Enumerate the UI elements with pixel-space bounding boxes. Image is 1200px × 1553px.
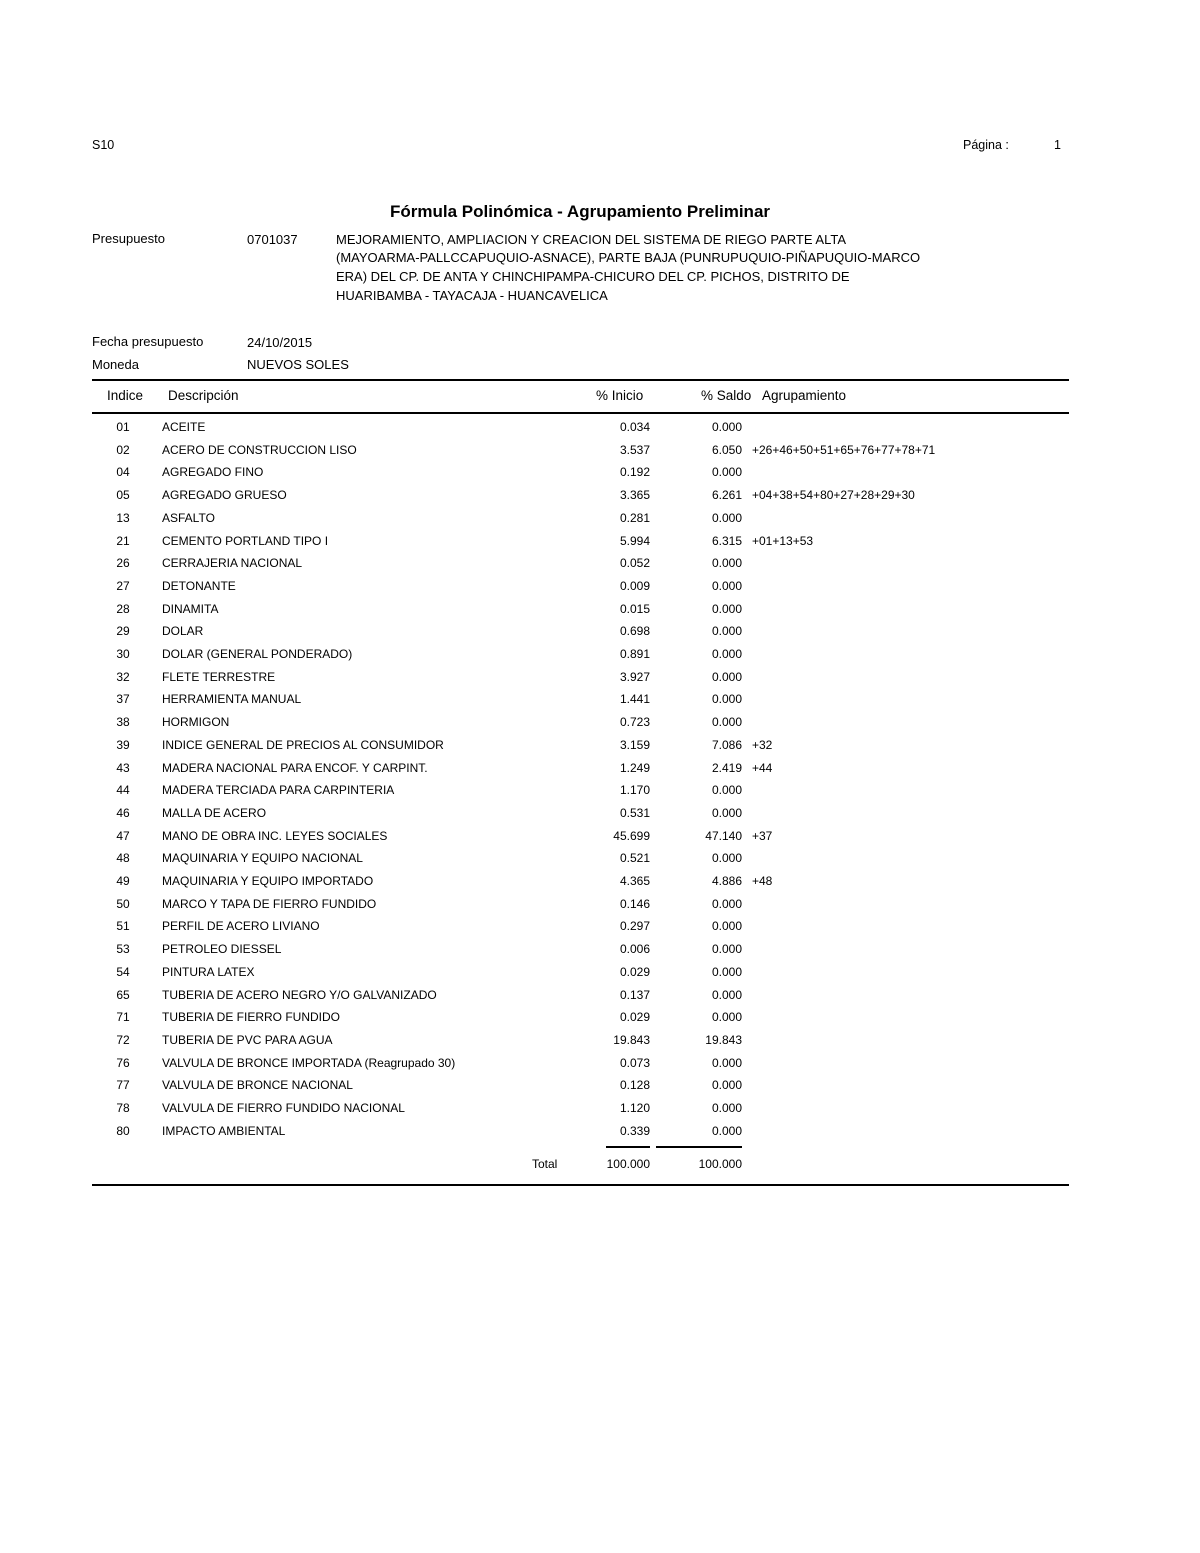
- row-index: 29: [116, 624, 130, 639]
- total-balance: 100.000: [698, 1157, 742, 1171]
- table-row: [0, 692, 1200, 714]
- row-description: PINTURA LATEX: [162, 964, 255, 979]
- total-row: [0, 1157, 1200, 1179]
- row-start-percent: 0.029: [619, 1010, 650, 1025]
- row-description: MALLA DE ACERO: [162, 805, 267, 820]
- row-balance-percent: 7.086: [711, 737, 742, 752]
- row-index: 37: [116, 692, 130, 707]
- row-index: 54: [116, 964, 130, 979]
- row-start-percent: 0.521: [619, 851, 650, 866]
- row-description: TUBERIA DE FIERRO FUNDIDO: [162, 1010, 341, 1025]
- page-label: Página :: [963, 138, 1009, 152]
- row-start-percent: 0.339: [619, 1123, 650, 1138]
- row-index: 80: [116, 1123, 130, 1138]
- table-row: [0, 488, 1200, 510]
- table-row: [0, 806, 1200, 828]
- row-description: FLETE TERRESTRE: [162, 669, 276, 684]
- row-index: 39: [116, 737, 130, 752]
- start-total-rule: [606, 1146, 650, 1148]
- row-balance-percent: 19.843: [705, 1032, 742, 1047]
- row-balance-percent: 0.000: [711, 1101, 742, 1115]
- row-balance-percent: 6.315: [711, 533, 742, 548]
- budget-description-line-4: HUARIBAMBA - TAYACAJA - HUANCAVELICA: [336, 288, 608, 303]
- row-balance-percent: 0.000: [711, 647, 742, 661]
- table-row: [0, 965, 1200, 987]
- row-description: MAQUINARIA Y EQUIPO IMPORTADO: [162, 874, 374, 888]
- row-index: 47: [116, 828, 130, 843]
- row-grouping: +26+46+50+51+65+76+77+78+71: [752, 442, 936, 457]
- row-start-percent: 3.159: [619, 737, 650, 752]
- table-bottom-rule: [92, 1184, 1069, 1186]
- row-description: ACERO DE CONSTRUCCION LISO: [162, 442, 357, 457]
- row-start-percent: 4.365: [619, 874, 650, 888]
- row-balance-percent: 0.000: [711, 465, 742, 480]
- row-index: 48: [116, 851, 130, 866]
- row-balance-percent: 0.000: [711, 420, 742, 434]
- budget-code: 0701037: [247, 232, 298, 247]
- row-index: 26: [116, 556, 130, 571]
- row-start-percent: 3.365: [619, 488, 650, 503]
- row-index: 02: [116, 442, 130, 457]
- table-row: [0, 919, 1200, 941]
- row-index: 01: [116, 420, 130, 434]
- system-name: S10: [92, 138, 115, 152]
- row-description: INDICE GENERAL DE PRECIOS AL CONSUMIDOR: [162, 737, 444, 752]
- row-balance-percent: 0.000: [711, 942, 742, 957]
- row-start-percent: 45.699: [613, 828, 650, 843]
- row-balance-percent: 0.000: [711, 624, 742, 639]
- table-row: [0, 647, 1200, 669]
- column-header-balance: % Saldo: [701, 388, 752, 403]
- table-top-rule: [92, 379, 1069, 381]
- row-balance-percent: 0.000: [711, 669, 742, 684]
- row-start-percent: 0.029: [619, 964, 650, 979]
- table-row: [0, 602, 1200, 624]
- row-description: VALVULA DE BRONCE IMPORTADA (Reagrupado 30): [162, 1055, 456, 1070]
- row-balance-percent: 0.000: [711, 1010, 742, 1025]
- row-balance-percent: 0.000: [711, 964, 742, 979]
- table-header-rule: [92, 412, 1069, 414]
- row-balance-percent: 0.000: [711, 919, 742, 934]
- row-balance-percent: 47.140: [705, 828, 742, 843]
- row-description: HERRAMIENTA MANUAL: [162, 692, 302, 707]
- row-grouping: +37: [752, 828, 773, 843]
- row-description: MARCO Y TAPA DE FIERRO FUNDIDO: [162, 896, 377, 911]
- row-start-percent: 0.281: [619, 510, 650, 525]
- budget-description-line-1: MEJORAMIENTO, AMPLIACION Y CREACION DEL SISTEMA DE RIEGO PARTE ALTA: [336, 232, 847, 247]
- row-start-percent: 0.531: [619, 805, 650, 820]
- row-description: TUBERIA DE PVC PARA AGUA: [162, 1032, 333, 1047]
- table-row: [0, 534, 1200, 556]
- budget-date-label: Fecha presupuesto: [92, 334, 204, 349]
- row-balance-percent: 6.261: [711, 488, 742, 503]
- row-start-percent: 0.723: [619, 715, 650, 730]
- table-row: [0, 670, 1200, 692]
- row-balance-percent: 0.000: [711, 805, 742, 820]
- row-balance-percent: 0.000: [711, 1123, 742, 1138]
- row-index: 27: [116, 578, 130, 593]
- table-row: [0, 1078, 1200, 1100]
- currency-label: Moneda: [92, 357, 139, 372]
- row-description: DINAMITA: [162, 601, 219, 616]
- row-start-percent: 0.146: [619, 896, 650, 911]
- row-balance-percent: 0.000: [711, 1055, 742, 1070]
- row-description: IMPACTO AMBIENTAL: [162, 1123, 286, 1138]
- table-row: [0, 829, 1200, 851]
- row-balance-percent: 0.000: [711, 715, 742, 730]
- row-balance-percent: 0.000: [711, 510, 742, 525]
- row-start-percent: 0.891: [619, 647, 650, 661]
- row-index: 43: [116, 760, 130, 775]
- row-balance-percent: 0.000: [711, 601, 742, 616]
- row-balance-percent: 4.886: [711, 874, 742, 888]
- table-row: [0, 851, 1200, 873]
- row-description: VALVULA DE FIERRO FUNDIDO NACIONAL: [162, 1101, 405, 1115]
- row-start-percent: 1.170: [619, 783, 650, 798]
- table-row: [0, 1056, 1200, 1078]
- row-balance-percent: 0.000: [711, 578, 742, 593]
- total-start: 100.000: [606, 1157, 650, 1171]
- row-start-percent: 19.843: [613, 1032, 650, 1047]
- table-row: [0, 942, 1200, 964]
- table-row: [0, 783, 1200, 805]
- row-description: MADERA TERCIADA PARA CARPINTERIA: [162, 783, 395, 798]
- row-description: ASFALTO: [162, 510, 215, 525]
- row-index: 77: [116, 1078, 130, 1093]
- row-description: PERFIL DE ACERO LIVIANO: [162, 919, 320, 934]
- row-balance-percent: 0.000: [711, 851, 742, 866]
- row-description: DOLAR (GENERAL PONDERADO): [162, 647, 353, 661]
- row-balance-percent: 0.000: [711, 692, 742, 707]
- row-description: VALVULA DE BRONCE NACIONAL: [162, 1078, 353, 1093]
- row-index: 38: [116, 715, 130, 730]
- table-row: [0, 465, 1200, 487]
- table-row: [0, 511, 1200, 533]
- row-description: CERRAJERIA NACIONAL: [162, 556, 303, 571]
- table-row: [0, 738, 1200, 760]
- row-balance-percent: 0.000: [711, 556, 742, 571]
- row-start-percent: 0.006: [619, 942, 650, 957]
- table-row: [0, 443, 1200, 465]
- budget-label: Presupuesto: [92, 231, 165, 246]
- row-start-percent: 3.537: [619, 442, 650, 457]
- row-description: ACEITE: [162, 420, 206, 434]
- budget-date-value: 24/10/2015: [247, 335, 313, 350]
- row-index: 53: [116, 942, 130, 957]
- row-description: TUBERIA DE ACERO NEGRO Y/O GALVANIZADO: [162, 987, 437, 1002]
- row-index: 46: [116, 805, 130, 820]
- row-description: CEMENTO PORTLAND TIPO I: [162, 533, 329, 548]
- row-start-percent: 0.137: [619, 987, 650, 1002]
- table-row: [0, 624, 1200, 646]
- row-grouping: +32: [752, 737, 773, 752]
- table-row: [0, 556, 1200, 578]
- row-start-percent: 0.297: [619, 919, 650, 934]
- row-grouping: +01+13+53: [752, 533, 814, 548]
- table-row: [0, 420, 1200, 442]
- currency-value: NUEVOS SOLES: [247, 357, 349, 372]
- page-number: 1: [1054, 138, 1061, 152]
- row-start-percent: 0.698: [619, 624, 650, 639]
- row-description: PETROLEO DIESSEL: [162, 942, 282, 957]
- row-start-percent: 1.120: [619, 1101, 650, 1115]
- table-row: [0, 579, 1200, 601]
- column-header-index: Indice: [107, 388, 144, 403]
- table-row: [0, 897, 1200, 919]
- table-row: [0, 988, 1200, 1010]
- table-row: [0, 874, 1200, 896]
- row-description: DETONANTE: [162, 578, 236, 593]
- row-index: 13: [116, 510, 130, 525]
- table-row: [0, 761, 1200, 783]
- row-index: 78: [116, 1101, 130, 1115]
- budget-description-line-3: ERA) DEL CP. DE ANTA Y CHINCHIPAMPA-CHICURO DEL CP. PICHOS, DISTRITO DE: [336, 269, 850, 284]
- row-description: AGREGADO GRUESO: [162, 488, 287, 503]
- column-header-start: % Inicio: [596, 388, 644, 403]
- row-description: HORMIGON: [162, 715, 230, 730]
- row-start-percent: 5.994: [619, 533, 650, 548]
- row-index: 28: [116, 601, 130, 616]
- row-index: 49: [116, 874, 130, 888]
- budget-description-line-2: (MAYOARMA-PALLCCAPUQUIO-ASNACE), PARTE BAJA (PUNRUPUQUIO-PIÑAPUQUIO-MARCO: [336, 250, 921, 265]
- row-start-percent: 0.192: [619, 465, 650, 480]
- row-index: 65: [116, 987, 130, 1002]
- report-title: Fórmula Polinómica - Agrupamiento Preliminar: [389, 202, 771, 221]
- row-start-percent: 1.441: [619, 692, 650, 707]
- row-index: 44: [116, 783, 130, 798]
- row-start-percent: 0.034: [619, 420, 650, 434]
- row-balance-percent: 6.050: [711, 442, 742, 457]
- row-index: 21: [116, 533, 130, 548]
- row-balance-percent: 0.000: [711, 987, 742, 1002]
- row-grouping: +44: [752, 760, 773, 775]
- column-header-description: Descripción: [168, 388, 239, 403]
- row-index: 30: [116, 647, 130, 661]
- row-description: AGREGADO FINO: [162, 465, 264, 480]
- row-balance-percent: 0.000: [711, 783, 742, 798]
- row-start-percent: 3.927: [619, 669, 650, 684]
- row-index: 05: [116, 488, 130, 503]
- row-grouping: +48: [752, 874, 773, 888]
- row-index: 51: [116, 919, 130, 934]
- row-description: MAQUINARIA Y EQUIPO NACIONAL: [162, 851, 363, 866]
- row-description: MADERA NACIONAL PARA ENCOF. Y CARPINT.: [162, 760, 428, 775]
- row-start-percent: 0.009: [619, 578, 650, 593]
- table-row: [0, 1033, 1200, 1055]
- row-start-percent: 0.073: [619, 1055, 650, 1070]
- row-index: 72: [116, 1032, 130, 1047]
- row-balance-percent: 0.000: [711, 1078, 742, 1093]
- row-index: 71: [116, 1010, 130, 1025]
- row-start-percent: 0.128: [619, 1078, 650, 1093]
- row-description: MANO DE OBRA INC. LEYES SOCIALES: [162, 828, 388, 843]
- row-start-percent: 0.052: [619, 556, 650, 571]
- row-balance-percent: 0.000: [711, 896, 742, 911]
- row-index: 76: [116, 1055, 130, 1070]
- row-grouping: +04+38+54+80+27+28+29+30: [752, 488, 915, 503]
- row-start-percent: 0.015: [619, 601, 650, 616]
- table-row: [0, 715, 1200, 737]
- row-description: DOLAR: [162, 624, 204, 639]
- row-index: 04: [116, 465, 130, 480]
- total-label: Total: [532, 1157, 558, 1171]
- table-row: [0, 1124, 1200, 1146]
- balance-total-rule: [656, 1146, 742, 1148]
- row-start-percent: 1.249: [619, 760, 650, 775]
- table-row: [0, 1101, 1200, 1123]
- row-balance-percent: 2.419: [711, 760, 742, 775]
- row-index: 32: [116, 669, 130, 684]
- table-row: [0, 1010, 1200, 1032]
- row-index: 50: [116, 896, 130, 911]
- column-header-grouping: Agrupamiento: [762, 388, 847, 403]
